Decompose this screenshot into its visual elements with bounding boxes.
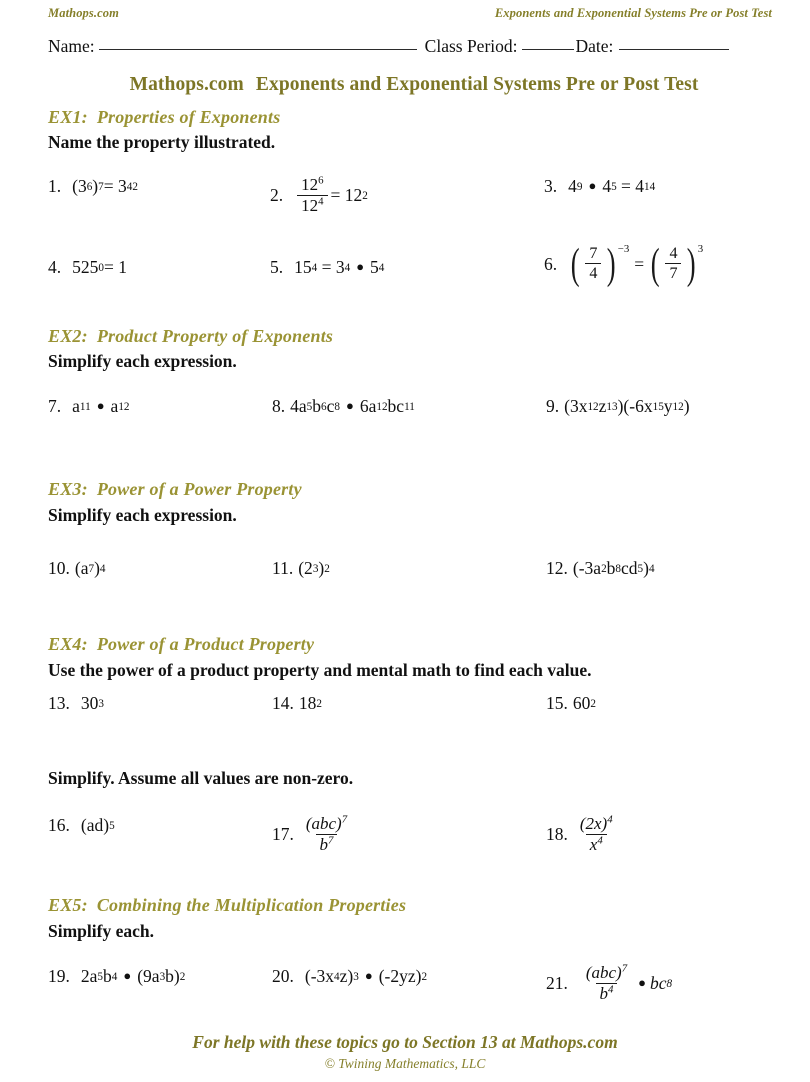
fraction-denominator (586, 834, 607, 854)
problem-expression-5: 15 4 = 3 4 ● 5 4 (294, 257, 385, 277)
section-title-ex4: Power of a Product Property (96, 634, 315, 654)
problem-15 (546, 693, 596, 714)
problem-12 (546, 558, 655, 579)
fraction-denominator (316, 834, 338, 854)
token: z (598, 396, 607, 416)
problem-expression-20: (-3x 4 z) 3 ● (-2yz) 2 (304, 966, 428, 986)
token: (3x (564, 396, 588, 416)
footer (0, 1032, 810, 1072)
token: = 12 (330, 185, 363, 206)
problem-row-7 (0, 962, 810, 1004)
date-label: Date: (575, 36, 614, 56)
token: )(-6x (617, 396, 653, 416)
problem-number-14: 14. (272, 693, 294, 713)
section-instruction-ex1: Name the property illustrated. (48, 132, 276, 152)
problem-11 (272, 558, 330, 579)
problem-number-16: 16. (48, 815, 70, 835)
multiply-dot-icon: ● (638, 974, 646, 990)
problem-number-17: 17. (272, 824, 294, 845)
problem-7 (48, 396, 130, 417)
running-head-right: Exponents and Exponential Systems Pre or Post Test (494, 6, 772, 20)
token: (abc) (585, 963, 622, 982)
fraction-denominator: 4 (585, 263, 601, 282)
section-title-ex2: Product Property of Exponents (96, 326, 334, 346)
token: b (312, 396, 321, 416)
token: z) (339, 966, 354, 986)
token: 7 (341, 813, 348, 826)
problem-18 (546, 815, 620, 855)
fraction (576, 815, 617, 855)
problem-number-20: 20. (272, 966, 294, 986)
token: 6a (359, 396, 377, 416)
problem-row-1 (0, 174, 810, 216)
token: (-3a (572, 558, 602, 578)
problem-19 (48, 966, 185, 987)
token: 7 (621, 962, 628, 975)
token: (2x) (579, 814, 608, 833)
section-title-ex5: Combining the Multiplication Properties (96, 895, 407, 915)
parenthesized-fraction (568, 241, 630, 288)
problem-expression-3: 4 9 ● 4 5 = 4 14 (568, 176, 656, 196)
token: = 4 (621, 176, 645, 196)
section-label-ex1: EX1: (48, 107, 88, 127)
problem-expression-2: $\frac{12^6}{12^4}$ = 12 2 (294, 176, 368, 216)
fraction-denominator (596, 983, 618, 1003)
problem-number-7: 7. (48, 396, 62, 416)
token: = (634, 254, 645, 275)
class-period-input[interactable] (522, 49, 574, 50)
token: b) (165, 966, 180, 986)
problem-4 (48, 257, 127, 278)
problem-expression-10: (a 7 ) 4 (74, 558, 106, 578)
token: (-3x (304, 966, 335, 986)
problem-5 (270, 257, 384, 278)
token: b (599, 984, 609, 1004)
problem-row-4 (0, 558, 810, 578)
token: 30 (80, 693, 99, 713)
problem-number-18: 18. (546, 824, 568, 845)
section-title-ex1: Properties of Exponents (96, 107, 281, 127)
problem-expression-11: (2 3 ) 2 (298, 558, 330, 578)
token: (ad) (80, 815, 110, 835)
token: ) (92, 176, 99, 196)
token: a (110, 396, 119, 416)
page-title (0, 74, 810, 96)
multiply-dot-icon: ● (588, 177, 597, 193)
section-title-ex3: Power of a Power Property (96, 479, 302, 499)
problem-expression-7: a 11 ● a 12 (72, 396, 130, 416)
token: y (663, 396, 673, 416)
multiply-dot-icon: ● (364, 967, 373, 983)
token: 4 (597, 834, 603, 847)
section-instruction-ex3: Simplify each expression. (48, 505, 237, 525)
token: 7 (328, 834, 334, 847)
problem-number-10: 10. (48, 558, 70, 578)
problem-number-19: 19. (48, 966, 70, 986)
problem-expression-18 (573, 815, 620, 855)
problem-expression-16: (ad) 5 (80, 815, 115, 835)
token: 12 (301, 175, 319, 194)
problem-14 (272, 693, 322, 714)
token: = 1 (103, 257, 127, 277)
section-label-ex4: EX4: (48, 634, 88, 654)
token: 525 (72, 257, 99, 277)
fraction-denominator (297, 195, 327, 215)
problem-expression-4: 525 0 = 1 (72, 257, 127, 277)
token: (abc) (305, 814, 342, 833)
student-info-line (48, 36, 772, 57)
problem-13 (48, 693, 104, 714)
problem-number-5: 5. (270, 257, 284, 277)
section-label-ex5: EX5: (48, 895, 88, 915)
token: b (103, 966, 112, 986)
fraction (582, 964, 631, 1004)
problem-number-2: 2. (270, 185, 284, 206)
section-instruction-ex2: Simplify each expression. (48, 351, 237, 371)
name-input[interactable] (99, 49, 417, 50)
token: bc (649, 973, 667, 994)
token: 2a (80, 966, 98, 986)
section-instruction-ex5: Simplify each. (48, 921, 154, 941)
fraction-numerator (297, 176, 327, 195)
footer-help-line: For help with these topics go to Section 13 at Mathops.com (192, 1032, 618, 1052)
section-heading-ex2 (48, 326, 333, 347)
token: ) (643, 558, 649, 578)
problem-number-4: 4. (48, 257, 62, 277)
page-title-text: Exponents and Exponential Systems Pre or Post Test (255, 74, 699, 95)
problem-expression-14: 18 2 (298, 693, 322, 713)
problem-20 (272, 966, 427, 987)
token: 4 (602, 176, 612, 196)
problem-number-21: 21. (546, 973, 568, 994)
token: 5 (370, 257, 379, 277)
problem-row-2 (0, 241, 810, 288)
fraction (302, 815, 351, 855)
token: 4 (568, 176, 577, 196)
section-heading-ex5 (48, 895, 406, 916)
problem-expression-12: (-3a 2 b 8 cd 5 ) 4 (572, 558, 655, 578)
token: x (589, 835, 598, 855)
token: cd (621, 558, 638, 578)
problem-expression-13: 30 3 (80, 693, 104, 713)
problem-expression-17 (299, 815, 354, 855)
section-instruction-simplify-nonzero: Simplify. Assume all values are non-zero. (48, 768, 354, 788)
token: = 3 (321, 257, 345, 277)
problem-row-3 (0, 396, 810, 416)
multiply-dot-icon: ● (96, 397, 105, 413)
problem-number-15: 15. (546, 693, 568, 713)
problem-number-8: 8. (272, 396, 286, 416)
class-period-label: Class Period: (424, 36, 518, 56)
problem-1 (48, 176, 138, 197)
problem-number-9: 9. (546, 396, 560, 416)
section-instruction-ex4: Use the power of a product property and mental math to find each value. (48, 660, 592, 680)
right-paren-icon: ) (687, 241, 697, 288)
problem-expression-8: 4a 5 b 6 c 8 ● 6a 12 bc 11 (290, 396, 415, 416)
left-paren-icon: ( (570, 241, 580, 288)
section-heading-ex4 (48, 634, 314, 655)
multiply-dot-icon: ● (345, 397, 354, 413)
token: (3 (72, 176, 87, 196)
problem-row-6 (0, 813, 810, 855)
section-heading-ex3 (48, 479, 302, 500)
token: ) (683, 396, 690, 416)
token: (9a (137, 966, 160, 986)
token: 4 (608, 983, 614, 996)
multiply-dot-icon: ● (123, 967, 132, 983)
fraction-numerator: 7 (589, 245, 598, 262)
section-label-ex3: EX3: (48, 479, 88, 499)
token: ) (94, 558, 100, 578)
problem-21 (546, 964, 672, 1004)
token: a (72, 396, 80, 416)
problem-number-6: 6. (544, 254, 558, 275)
fraction-numerator (576, 815, 617, 834)
fraction (665, 245, 681, 284)
fraction-numerator: 4 (669, 245, 678, 262)
token: c (326, 396, 335, 416)
date-input[interactable] (619, 49, 729, 50)
problem-expression-6 (568, 241, 704, 288)
token: 4 (318, 195, 324, 208)
problem-17 (272, 815, 354, 855)
token: (a (74, 558, 89, 578)
big-paren-pair (648, 241, 699, 288)
problem-6 (544, 241, 704, 288)
section-heading-ex1 (48, 107, 280, 128)
problem-number-3: 3. (544, 176, 558, 196)
problem-8 (272, 396, 415, 417)
problem-expression-9: (3x 12 z 13 )(-6x 15 y 12 ) (564, 396, 690, 416)
fraction-denominator: 7 (665, 263, 681, 282)
token: 18 (298, 693, 317, 713)
footer-copyright: © Twining Mathematics, LLC (324, 1056, 486, 1071)
token: b (319, 835, 329, 855)
token: = 3 (103, 176, 127, 196)
problem-9 (546, 396, 690, 417)
token: bc (387, 396, 405, 416)
fraction (297, 176, 327, 216)
fraction-numerator (582, 964, 631, 983)
problem-expression-1: (3 6 ) 7 = 3 42 (72, 176, 138, 196)
page-title-brand: Mathops.com (129, 74, 244, 95)
left-paren-icon: ( (650, 241, 660, 288)
problem-number-13: 13. (48, 693, 70, 713)
fraction-numerator (302, 815, 351, 834)
token: ) (318, 558, 325, 578)
token: 6 (318, 174, 324, 187)
problem-row-5 (0, 693, 810, 713)
multiply-dot-icon: ● (356, 258, 365, 274)
running-head-left: Mathops.com (48, 6, 119, 20)
problem-3 (544, 176, 655, 197)
problem-2 (270, 176, 368, 216)
token: 12 (301, 196, 319, 216)
name-label: Name: (48, 36, 95, 56)
token: 15 (294, 257, 312, 277)
problem-number-11: 11. (272, 558, 294, 578)
right-paren-icon: ) (607, 241, 617, 288)
fraction (585, 245, 601, 284)
big-paren-pair (568, 241, 619, 288)
parenthesized-fraction (648, 241, 704, 288)
token: (-2yz) (378, 966, 422, 986)
problem-10 (48, 558, 106, 579)
section-label-ex2: EX2: (48, 326, 88, 346)
problem-16 (48, 815, 115, 836)
problem-expression-21: $\frac{(abc)^7}{b^4}$ ● bc 8 (579, 964, 672, 1004)
problem-number-1: 1. (48, 176, 62, 196)
token: 4 (607, 813, 613, 826)
token: b (606, 558, 616, 578)
running-head (48, 6, 772, 21)
problem-expression-19: 2a 5 b 4 ● (9a 3 b) 2 (80, 966, 186, 986)
token: −3 (617, 243, 630, 255)
token: 4a (290, 396, 307, 416)
problem-expression-15: 60 2 (572, 693, 596, 713)
token: 60 (572, 693, 591, 713)
problem-number-12: 12. (546, 558, 568, 578)
token: (2 (298, 558, 313, 578)
token: 3 (697, 243, 704, 255)
